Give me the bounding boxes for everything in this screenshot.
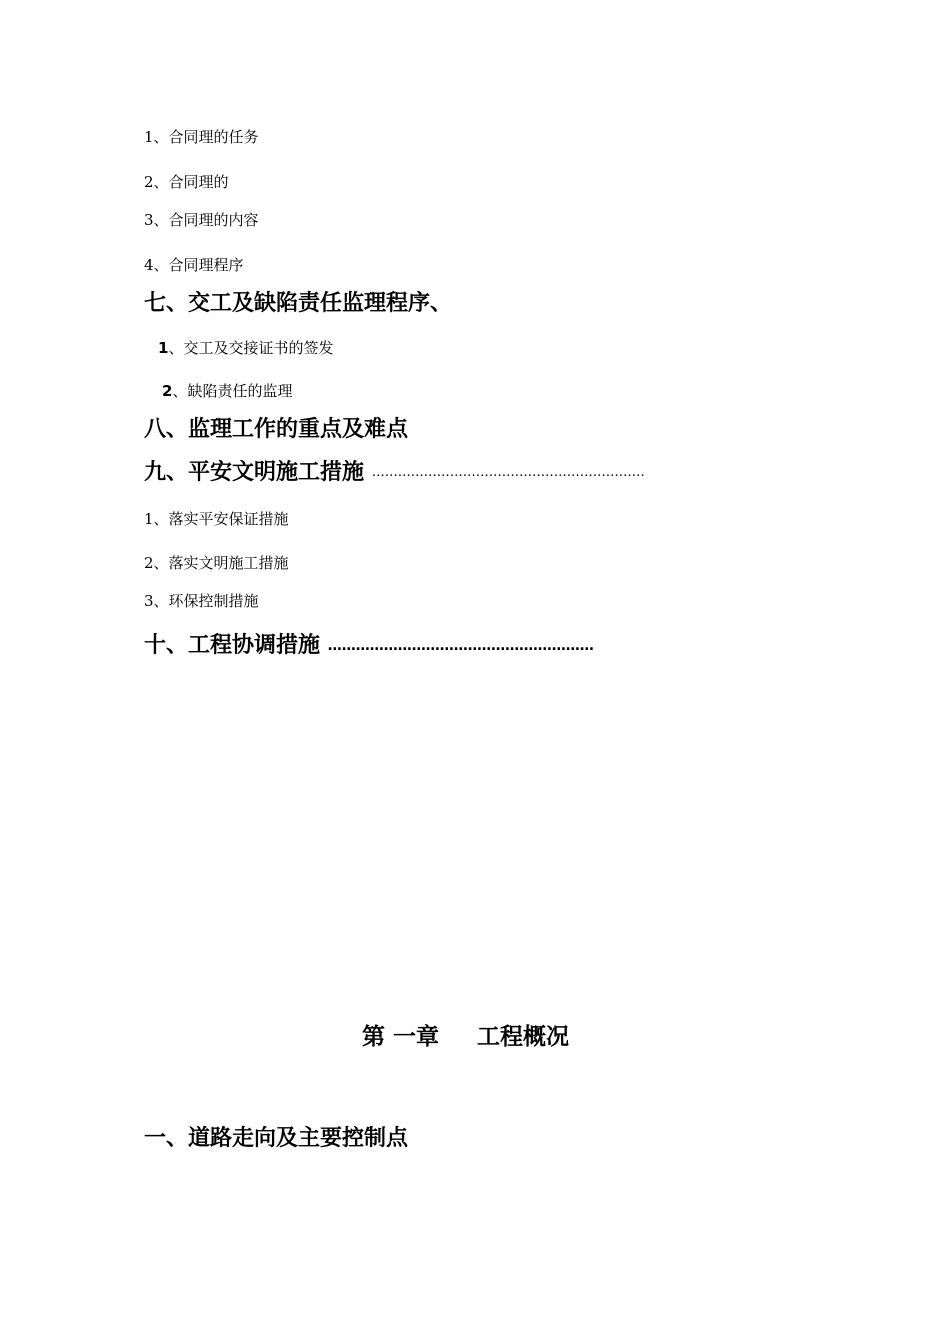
toc-heading-section-10 <box>144 631 594 661</box>
toc-item-text: 、缺陷责任的监理 <box>172 382 293 400</box>
toc-item-number: 1 <box>158 339 169 357</box>
section-heading-road-direction: 一、道路走向及主要控制点 <box>144 1126 409 1151</box>
toc-item-number: 2 <box>162 382 173 400</box>
chapter-title <box>362 1022 569 1052</box>
toc-item-defect-liability <box>162 381 292 401</box>
toc-item-environmental-control: 3、环保控制措施 <box>144 592 259 610</box>
toc-item-contract-purpose: 2、合同理的 <box>144 173 229 191</box>
chapter-number: 第 一章 <box>362 1024 440 1050</box>
toc-item-civilized-construction: 2、落实文明施工措施 <box>144 554 289 572</box>
toc-item-text: 、交工及交接证书的签发 <box>168 339 334 357</box>
toc-heading-text: 九、平安文明施工措施 <box>144 460 365 485</box>
toc-heading-text: 十、工程协调措施 <box>144 633 321 658</box>
toc-heading-section-9 <box>144 458 645 488</box>
toc-heading-section-7: 七、交工及缺陷责任监理程序、 <box>144 291 453 316</box>
toc-leader-dots: ……………………………………………………… <box>371 465 645 480</box>
toc-leader-dots: ………………………………………………… <box>327 638 594 654</box>
toc-item-contract-content: 3、合同理的内容 <box>144 211 259 229</box>
chapter-name: 工程概况 <box>477 1024 570 1050</box>
toc-item-handover-certificate <box>158 338 333 358</box>
toc-heading-section-8: 八、监理工作的重点及难点 <box>144 417 409 442</box>
toc-item-contract-procedure: 4、合同理程序 <box>144 256 244 274</box>
toc-item-safety-measures: 1、落实平安保证措施 <box>144 510 289 528</box>
toc-item-contract-task: 1、合同理的任务 <box>144 128 259 146</box>
